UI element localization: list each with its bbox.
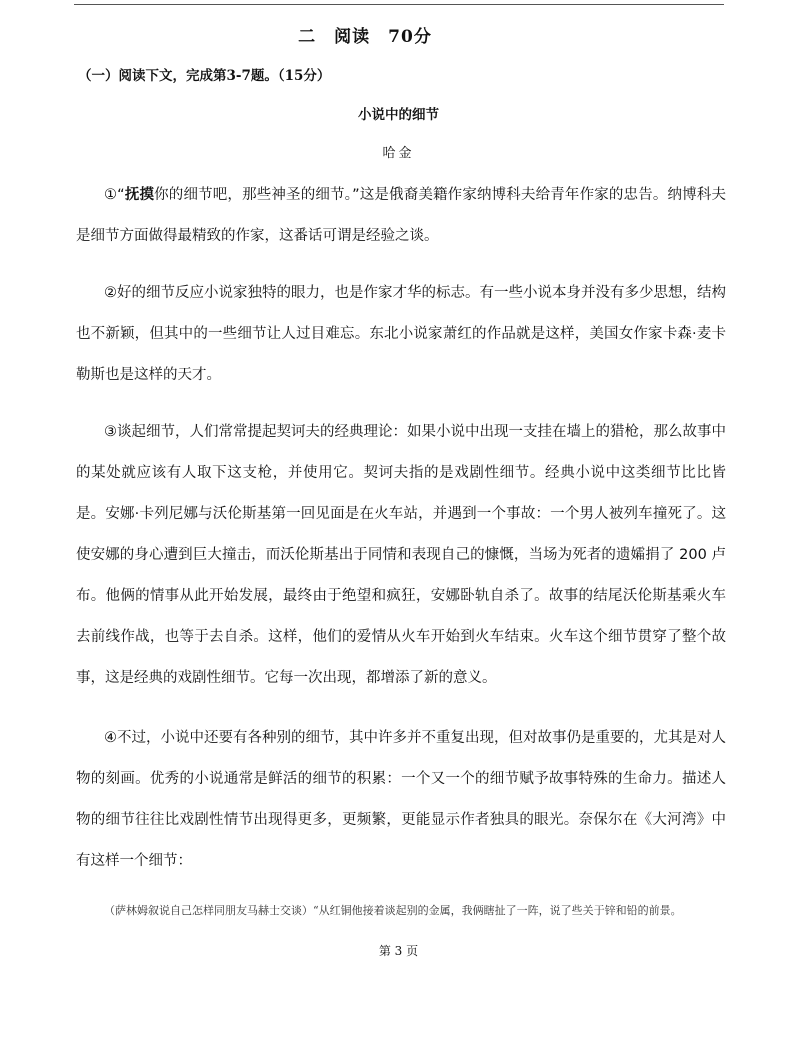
top-rule	[74, 4, 724, 5]
article-title: 小说中的细节	[358, 107, 439, 123]
paragraph-1-lead: ①“	[104, 187, 125, 203]
question-header: （一）阅读下文，完成第3-7题。（15分）	[78, 68, 331, 84]
paragraph-4: ④不过，小说中还要有各种别的细节，其中许多并不重复出现，但对故事仍是重要的，尤其是对人物的刻画。优秀的小说通常是鲜活的细节的积累：一个又一个的细节赋予故事特殊的生命力。描述人物的细节往往比戏剧性情节出现得更多，更频繁，更能显示作者独具的眼光。奈保尔在《大河湾》中有这样一个细节：	[76, 730, 726, 869]
article-author: 哈金	[382, 146, 415, 161]
quote-excerpt: （萨林姆叙说自己怎样同朋友马赫士交谈）“从红铜他接着谈起别的金属，我俩瞎扯了一阵，说了些关于锌和铅的前景。	[104, 904, 682, 917]
section-title: 二 阅读 70分	[298, 27, 432, 47]
page-number: 第 3 页	[378, 944, 419, 958]
paragraph-1-bold: 抚摸	[124, 187, 155, 203]
paragraph-3: ③谈起细节，人们常常提起契诃夫的经典理论：如果小说中出现一支挂在墙上的猎枪，那么故事中的某处就应该有人取下这支枪，并使用它。契诃夫指的是戏剧性细节。经典小说中这类细节比比皆是。安娜·卡列尼娜与沃伦斯基第一回见面是在火车站，并遇到一个事故：一个男人被列车撞死了。这使安娜的身心遭到巨大撞击，而沃伦斯基出于同情和表现自己的慷慨，当场为死者的遗孀捐了 200 卢布。他俩的情事从此开始发展，最终由于绝望和疯狂，安娜卧轨自杀了。故事的结尾沃伦斯基乘火车去前线作战，也等于去自杀。这样，他们的爱情从火车开始到火车结束。火车这个细节贯穿了整个故事，这是经典的戏剧性细节。它每一次出现，都增添了新的意义。	[76, 424, 726, 686]
paragraph-2: ②好的细节反应小说家独特的眼力，也是作家才华的标志。有一些小说本身并没有多少思想，结构也不新颖，但其中的一些细节让人过目难忘。东北小说家萧红的作品就是这样，美国女作家卡森·麦卡勒斯也是这样的天才。	[76, 285, 726, 383]
paragraph-1-text: 你的细节吧，那些神圣的细节。”这是俄裔美籍作家纳博科夫给青年作家的忠告。纳博科夫是细节方面做得最精致的作家，这番话可谓是经验之谈。	[76, 187, 726, 244]
paragraph-1	[76, 175, 726, 257]
